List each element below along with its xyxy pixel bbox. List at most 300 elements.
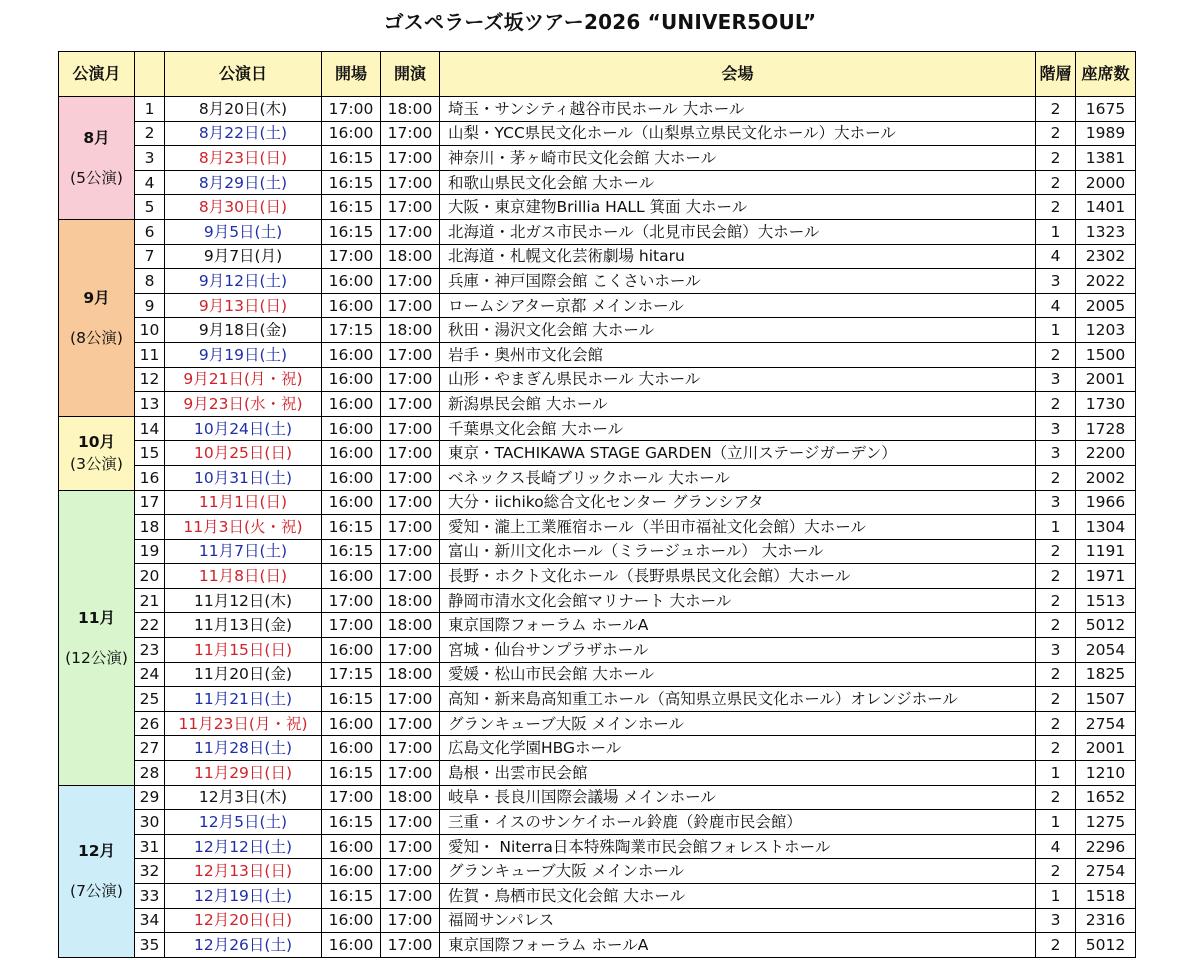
row-venue: ロームシアター京都 メインホール xyxy=(440,293,1036,318)
row-number: 16 xyxy=(135,465,165,490)
month-count: (7公演) xyxy=(70,882,123,901)
row-start-time: 17:00 xyxy=(381,342,440,367)
row-venue: 秋田・湯沢文化会館 大ホール xyxy=(440,318,1036,343)
row-start-time: 18:00 xyxy=(381,785,440,810)
row-start-time: 17:00 xyxy=(381,711,440,736)
row-number: 31 xyxy=(135,834,165,859)
row-number: 24 xyxy=(135,662,165,687)
row-number: 22 xyxy=(135,613,165,638)
row-floors: 2 xyxy=(1036,711,1076,736)
row-date: 12月3日(木) xyxy=(165,785,322,810)
table-row xyxy=(59,146,1136,171)
row-open-time: 16:00 xyxy=(322,638,381,663)
row-open-time: 16:00 xyxy=(322,342,381,367)
row-venue: 東京国際フォーラム ホールA xyxy=(440,933,1036,958)
row-date: 12月5日(土) xyxy=(165,810,322,835)
row-start-time: 17:00 xyxy=(381,834,440,859)
row-start-time: 17:00 xyxy=(381,121,440,146)
row-start-time: 17:00 xyxy=(381,761,440,786)
row-date: 8月22日(土) xyxy=(165,121,322,146)
row-seats: 1304 xyxy=(1076,515,1136,540)
row-floors: 2 xyxy=(1036,465,1076,490)
table-row xyxy=(59,539,1136,564)
header-no xyxy=(135,52,165,97)
row-date: 10月25日(日) xyxy=(165,441,322,466)
row-number: 28 xyxy=(135,761,165,786)
row-seats: 5012 xyxy=(1076,613,1136,638)
row-number: 20 xyxy=(135,564,165,589)
row-open-time: 16:00 xyxy=(322,908,381,933)
row-seats: 1507 xyxy=(1076,687,1136,712)
row-venue: 兵庫・神戸国際会館 こくさいホール xyxy=(440,269,1036,294)
row-seats: 1381 xyxy=(1076,146,1136,171)
row-seats: 1401 xyxy=(1076,195,1136,220)
row-open-time: 16:00 xyxy=(322,736,381,761)
row-venue: グランキューブ大阪 メインホール xyxy=(440,859,1036,884)
row-open-time: 16:00 xyxy=(322,490,381,515)
row-venue: 岩手・奥州市文化会館 xyxy=(440,342,1036,367)
row-date: 11月29日(日) xyxy=(165,761,322,786)
month-cell-dec xyxy=(59,785,135,957)
row-start-time: 17:00 xyxy=(381,293,440,318)
row-seats: 2001 xyxy=(1076,736,1136,761)
table-row xyxy=(59,219,1136,244)
row-venue: 埼玉・サンシティ越谷市民ホール 大ホール xyxy=(440,97,1036,122)
row-start-time: 17:00 xyxy=(381,416,440,441)
row-floors: 3 xyxy=(1036,441,1076,466)
row-number: 17 xyxy=(135,490,165,515)
row-date: 11月28日(土) xyxy=(165,736,322,761)
row-start-time: 18:00 xyxy=(381,662,440,687)
row-open-time: 16:15 xyxy=(322,515,381,540)
row-number: 26 xyxy=(135,711,165,736)
table-row xyxy=(59,884,1136,909)
row-floors: 4 xyxy=(1036,244,1076,269)
row-venue: 山形・やまぎん県民ホール 大ホール xyxy=(440,367,1036,392)
row-seats: 5012 xyxy=(1076,933,1136,958)
row-date: 12月20日(日) xyxy=(165,908,322,933)
row-floors: 2 xyxy=(1036,146,1076,171)
row-venue: 岐阜・長良川国際会議場 メインホール xyxy=(440,785,1036,810)
table-row xyxy=(59,392,1136,417)
row-seats: 1500 xyxy=(1076,342,1136,367)
table-row xyxy=(59,761,1136,786)
row-date: 9月5日(土) xyxy=(165,219,322,244)
row-seats: 1675 xyxy=(1076,97,1136,122)
row-start-time: 18:00 xyxy=(381,97,440,122)
row-number: 21 xyxy=(135,588,165,613)
row-open-time: 16:15 xyxy=(322,810,381,835)
row-floors: 1 xyxy=(1036,761,1076,786)
table-row xyxy=(59,490,1136,515)
header-date: 公演日 xyxy=(165,52,322,97)
row-open-time: 16:15 xyxy=(322,761,381,786)
row-date: 11月13日(金) xyxy=(165,613,322,638)
row-date: 11月21日(土) xyxy=(165,687,322,712)
table-row xyxy=(59,638,1136,663)
row-venue: 東京国際フォーラム ホールA xyxy=(440,613,1036,638)
row-start-time: 17:00 xyxy=(381,884,440,909)
row-open-time: 16:15 xyxy=(322,170,381,195)
row-date: 9月18日(金) xyxy=(165,318,322,343)
table-row xyxy=(59,785,1136,810)
row-date: 9月7日(月) xyxy=(165,244,322,269)
row-floors: 1 xyxy=(1036,884,1076,909)
row-start-time: 17:00 xyxy=(381,490,440,515)
row-number: 11 xyxy=(135,342,165,367)
row-date: 9月23日(水・祝) xyxy=(165,392,322,417)
row-venue: 北海道・札幌文化芸術劇場 hitaru xyxy=(440,244,1036,269)
row-number: 23 xyxy=(135,638,165,663)
row-open-time: 16:15 xyxy=(322,687,381,712)
table-row xyxy=(59,834,1136,859)
row-seats: 1275 xyxy=(1076,810,1136,835)
row-number: 6 xyxy=(135,219,165,244)
row-seats: 1966 xyxy=(1076,490,1136,515)
row-start-time: 17:00 xyxy=(381,146,440,171)
row-start-time: 17:00 xyxy=(381,736,440,761)
table-row xyxy=(59,515,1136,540)
row-open-time: 16:00 xyxy=(322,416,381,441)
row-venue: 三重・イスのサンケイホール鈴鹿（鈴鹿市民会館） xyxy=(440,810,1036,835)
table-row xyxy=(59,588,1136,613)
row-venue: 宮城・仙台サンプラザホール xyxy=(440,638,1036,663)
row-open-time: 16:00 xyxy=(322,121,381,146)
row-floors: 3 xyxy=(1036,367,1076,392)
row-floors: 2 xyxy=(1036,342,1076,367)
month-name: 12月 xyxy=(77,842,116,861)
month-cell-nov xyxy=(59,490,135,785)
table-row xyxy=(59,711,1136,736)
table-row xyxy=(59,97,1136,122)
table-row xyxy=(59,244,1136,269)
row-seats: 2022 xyxy=(1076,269,1136,294)
row-number: 10 xyxy=(135,318,165,343)
row-date: 9月13日(日) xyxy=(165,293,322,318)
month-cell-aug xyxy=(59,97,135,220)
row-venue: 千葉県文化会館 大ホール xyxy=(440,416,1036,441)
row-venue: 静岡市清水文化会館マリナート 大ホール xyxy=(440,588,1036,613)
row-venue: 佐賀・鳥栖市民文化会館 大ホール xyxy=(440,884,1036,909)
row-seats: 2054 xyxy=(1076,638,1136,663)
row-date: 12月19日(土) xyxy=(165,884,322,909)
month-count: (3公演) xyxy=(70,455,123,474)
row-open-time: 16:15 xyxy=(322,146,381,171)
row-floors: 2 xyxy=(1036,859,1076,884)
row-number: 4 xyxy=(135,170,165,195)
month-name: 9月 xyxy=(83,288,110,307)
row-open-time: 16:15 xyxy=(322,195,381,220)
row-start-time: 17:00 xyxy=(381,367,440,392)
row-venue: 北海道・北ガス市民ホール（北見市民会館）大ホール xyxy=(440,219,1036,244)
row-seats: 1323 xyxy=(1076,219,1136,244)
table-row xyxy=(59,662,1136,687)
row-number: 15 xyxy=(135,441,165,466)
row-open-time: 16:00 xyxy=(322,392,381,417)
row-date: 11月3日(火・祝) xyxy=(165,515,322,540)
row-venue: 大分・iichiko総合文化センター グランシアタ xyxy=(440,490,1036,515)
row-date: 11月1日(日) xyxy=(165,490,322,515)
row-number: 8 xyxy=(135,269,165,294)
row-start-time: 17:00 xyxy=(381,859,440,884)
row-seats: 1652 xyxy=(1076,785,1136,810)
table-row xyxy=(59,933,1136,958)
row-start-time: 18:00 xyxy=(381,244,440,269)
header-seats: 座席数 xyxy=(1076,52,1136,97)
row-open-time: 16:00 xyxy=(322,859,381,884)
row-floors: 2 xyxy=(1036,195,1076,220)
header-row xyxy=(59,52,1136,97)
row-seats: 1210 xyxy=(1076,761,1136,786)
row-seats: 1971 xyxy=(1076,564,1136,589)
row-floors: 1 xyxy=(1036,219,1076,244)
row-floors: 2 xyxy=(1036,588,1076,613)
row-open-time: 17:00 xyxy=(322,244,381,269)
row-venue: 大阪・東京建物Brillia HALL 箕面 大ホール xyxy=(440,195,1036,220)
row-start-time: 17:00 xyxy=(381,908,440,933)
row-seats: 1191 xyxy=(1076,539,1136,564)
row-date: 11月12日(木) xyxy=(165,588,322,613)
row-number: 14 xyxy=(135,416,165,441)
row-floors: 2 xyxy=(1036,933,1076,958)
row-venue: 東京・TACHIKAWA STAGE GARDEN（立川ステージガーデン） xyxy=(440,441,1036,466)
row-floors: 2 xyxy=(1036,97,1076,122)
row-start-time: 17:00 xyxy=(381,810,440,835)
table-row xyxy=(59,121,1136,146)
row-number: 5 xyxy=(135,195,165,220)
row-start-time: 17:00 xyxy=(381,465,440,490)
month-count: (12公演) xyxy=(65,648,128,667)
table-row xyxy=(59,441,1136,466)
row-seats: 1730 xyxy=(1076,392,1136,417)
row-number: 7 xyxy=(135,244,165,269)
row-venue: 愛媛・松山市民会館 大ホール xyxy=(440,662,1036,687)
row-start-time: 17:00 xyxy=(381,638,440,663)
row-venue: 島根・出雲市民会館 xyxy=(440,761,1036,786)
row-venue: 高知・新来島高知重工ホール（高知県立県民文化ホール）オレンジホール xyxy=(440,687,1036,712)
row-venue: 愛知・瀧上工業雁宿ホール（半田市福祉文化会館）大ホール xyxy=(440,515,1036,540)
row-venue: 山梨・YCC県民文化ホール（山梨県立県民文化ホール）大ホール xyxy=(440,121,1036,146)
row-number: 32 xyxy=(135,859,165,884)
row-open-time: 16:00 xyxy=(322,465,381,490)
row-venue: 神奈川・茅ヶ崎市民文化会館 大ホール xyxy=(440,146,1036,171)
header-floors: 階層 xyxy=(1036,52,1076,97)
row-floors: 1 xyxy=(1036,318,1076,343)
row-date: 8月29日(土) xyxy=(165,170,322,195)
row-open-time: 16:00 xyxy=(322,293,381,318)
row-floors: 2 xyxy=(1036,662,1076,687)
row-seats: 2000 xyxy=(1076,170,1136,195)
row-seats: 2200 xyxy=(1076,441,1136,466)
row-floors: 3 xyxy=(1036,638,1076,663)
row-start-time: 18:00 xyxy=(381,588,440,613)
row-open-time: 17:00 xyxy=(322,785,381,810)
row-date: 10月24日(土) xyxy=(165,416,322,441)
row-venue: 福岡サンパレス xyxy=(440,908,1036,933)
row-seats: 1518 xyxy=(1076,884,1136,909)
row-start-time: 17:00 xyxy=(381,170,440,195)
row-floors: 2 xyxy=(1036,613,1076,638)
row-date: 10月31日(土) xyxy=(165,465,322,490)
row-date: 12月26日(土) xyxy=(165,933,322,958)
header-month: 公演月 xyxy=(59,52,135,97)
row-floors: 2 xyxy=(1036,736,1076,761)
row-number: 3 xyxy=(135,146,165,171)
row-seats: 1989 xyxy=(1076,121,1136,146)
row-date: 11月20日(金) xyxy=(165,662,322,687)
row-floors: 3 xyxy=(1036,490,1076,515)
row-floors: 2 xyxy=(1036,539,1076,564)
row-venue: ベネックス長崎ブリックホール 大ホール xyxy=(440,465,1036,490)
header-start: 開演 xyxy=(381,52,440,97)
table-row xyxy=(59,736,1136,761)
tour-schedule-table xyxy=(58,51,1136,958)
row-open-time: 16:15 xyxy=(322,539,381,564)
row-date: 8月23日(日) xyxy=(165,146,322,171)
row-start-time: 17:00 xyxy=(381,219,440,244)
row-open-time: 16:00 xyxy=(322,367,381,392)
row-number: 1 xyxy=(135,97,165,122)
row-floors: 2 xyxy=(1036,392,1076,417)
row-venue: 和歌山県民文化会館 大ホール xyxy=(440,170,1036,195)
row-floors: 4 xyxy=(1036,293,1076,318)
row-number: 12 xyxy=(135,367,165,392)
table-row xyxy=(59,613,1136,638)
row-seats: 2302 xyxy=(1076,244,1136,269)
month-name: 8月 xyxy=(83,128,110,147)
row-date: 9月19日(土) xyxy=(165,342,322,367)
row-seats: 2316 xyxy=(1076,908,1136,933)
row-venue: 愛知・ Niterra日本特殊陶業市民会館フォレストホール xyxy=(440,834,1036,859)
row-start-time: 17:00 xyxy=(381,933,440,958)
row-number: 33 xyxy=(135,884,165,909)
row-floors: 2 xyxy=(1036,785,1076,810)
row-number: 25 xyxy=(135,687,165,712)
table-row xyxy=(59,342,1136,367)
row-date: 11月15日(日) xyxy=(165,638,322,663)
row-seats: 1825 xyxy=(1076,662,1136,687)
row-floors: 2 xyxy=(1036,687,1076,712)
row-open-time: 17:00 xyxy=(322,588,381,613)
row-seats: 2754 xyxy=(1076,711,1136,736)
row-open-time: 17:15 xyxy=(322,318,381,343)
table-row xyxy=(59,367,1136,392)
table-row xyxy=(59,318,1136,343)
row-floors: 2 xyxy=(1036,564,1076,589)
row-start-time: 18:00 xyxy=(381,318,440,343)
table-row xyxy=(59,170,1136,195)
row-open-time: 16:00 xyxy=(322,834,381,859)
row-open-time: 16:15 xyxy=(322,884,381,909)
row-start-time: 17:00 xyxy=(381,195,440,220)
row-number: 18 xyxy=(135,515,165,540)
row-venue: 富山・新川文化ホール（ミラージュホール） 大ホール xyxy=(440,539,1036,564)
row-seats: 1513 xyxy=(1076,588,1136,613)
row-number: 9 xyxy=(135,293,165,318)
row-date: 12月13日(日) xyxy=(165,859,322,884)
row-floors: 2 xyxy=(1036,170,1076,195)
row-number: 29 xyxy=(135,785,165,810)
row-floors: 2 xyxy=(1036,121,1076,146)
row-date: 9月12日(土) xyxy=(165,269,322,294)
row-date: 9月21日(月・祝) xyxy=(165,367,322,392)
month-name: 11月 xyxy=(77,608,116,627)
row-floors: 3 xyxy=(1036,269,1076,294)
row-number: 34 xyxy=(135,908,165,933)
month-cell-oct xyxy=(59,416,135,490)
row-seats: 2296 xyxy=(1076,834,1136,859)
table-row xyxy=(59,195,1136,220)
row-number: 13 xyxy=(135,392,165,417)
row-number: 27 xyxy=(135,736,165,761)
row-start-time: 17:00 xyxy=(381,441,440,466)
row-start-time: 17:00 xyxy=(381,539,440,564)
month-count: (5公演) xyxy=(70,168,123,187)
page-title: ゴスペラーズ坂ツアー2026 “UNIVER5OUL” xyxy=(383,10,817,34)
row-date: 8月20日(木) xyxy=(165,97,322,122)
table-row xyxy=(59,810,1136,835)
row-open-time: 17:00 xyxy=(322,613,381,638)
row-seats: 1728 xyxy=(1076,416,1136,441)
row-seats: 2754 xyxy=(1076,859,1136,884)
row-seats: 2001 xyxy=(1076,367,1136,392)
row-seats: 2002 xyxy=(1076,465,1136,490)
month-cell-sep xyxy=(59,219,135,416)
row-seats: 2005 xyxy=(1076,293,1136,318)
row-open-time: 16:00 xyxy=(322,564,381,589)
row-venue: 長野・ホクト文化ホール（長野県県民文化会館）大ホール xyxy=(440,564,1036,589)
table-row xyxy=(59,687,1136,712)
row-open-time: 16:00 xyxy=(322,441,381,466)
row-open-time: 17:15 xyxy=(322,662,381,687)
row-start-time: 17:00 xyxy=(381,564,440,589)
row-date: 11月23日(月・祝) xyxy=(165,711,322,736)
row-floors: 3 xyxy=(1036,416,1076,441)
row-open-time: 16:00 xyxy=(322,933,381,958)
table-row xyxy=(59,293,1136,318)
row-start-time: 17:00 xyxy=(381,515,440,540)
row-floors: 1 xyxy=(1036,515,1076,540)
row-open-time: 17:00 xyxy=(322,97,381,122)
header-venue: 会場 xyxy=(440,52,1036,97)
table-row xyxy=(59,269,1136,294)
row-number: 35 xyxy=(135,933,165,958)
row-venue: グランキューブ大阪 メインホール xyxy=(440,711,1036,736)
row-start-time: 17:00 xyxy=(381,269,440,294)
row-date: 11月8日(日) xyxy=(165,564,322,589)
row-venue: 広島文化学園HBGホール xyxy=(440,736,1036,761)
month-name: 10月 xyxy=(77,433,116,452)
row-number: 19 xyxy=(135,539,165,564)
table-row xyxy=(59,465,1136,490)
row-seats: 1203 xyxy=(1076,318,1136,343)
table-row xyxy=(59,416,1136,441)
table-row xyxy=(59,859,1136,884)
row-open-time: 16:00 xyxy=(322,711,381,736)
header-open: 開場 xyxy=(322,52,381,97)
row-start-time: 17:00 xyxy=(381,687,440,712)
row-date: 12月12日(土) xyxy=(165,834,322,859)
row-floors: 4 xyxy=(1036,834,1076,859)
row-date: 11月7日(土) xyxy=(165,539,322,564)
row-floors: 3 xyxy=(1036,908,1076,933)
row-number: 2 xyxy=(135,121,165,146)
row-date: 8月30日(日) xyxy=(165,195,322,220)
schedule-body xyxy=(59,97,1136,958)
row-open-time: 16:15 xyxy=(322,219,381,244)
row-floors: 1 xyxy=(1036,810,1076,835)
row-number: 30 xyxy=(135,810,165,835)
